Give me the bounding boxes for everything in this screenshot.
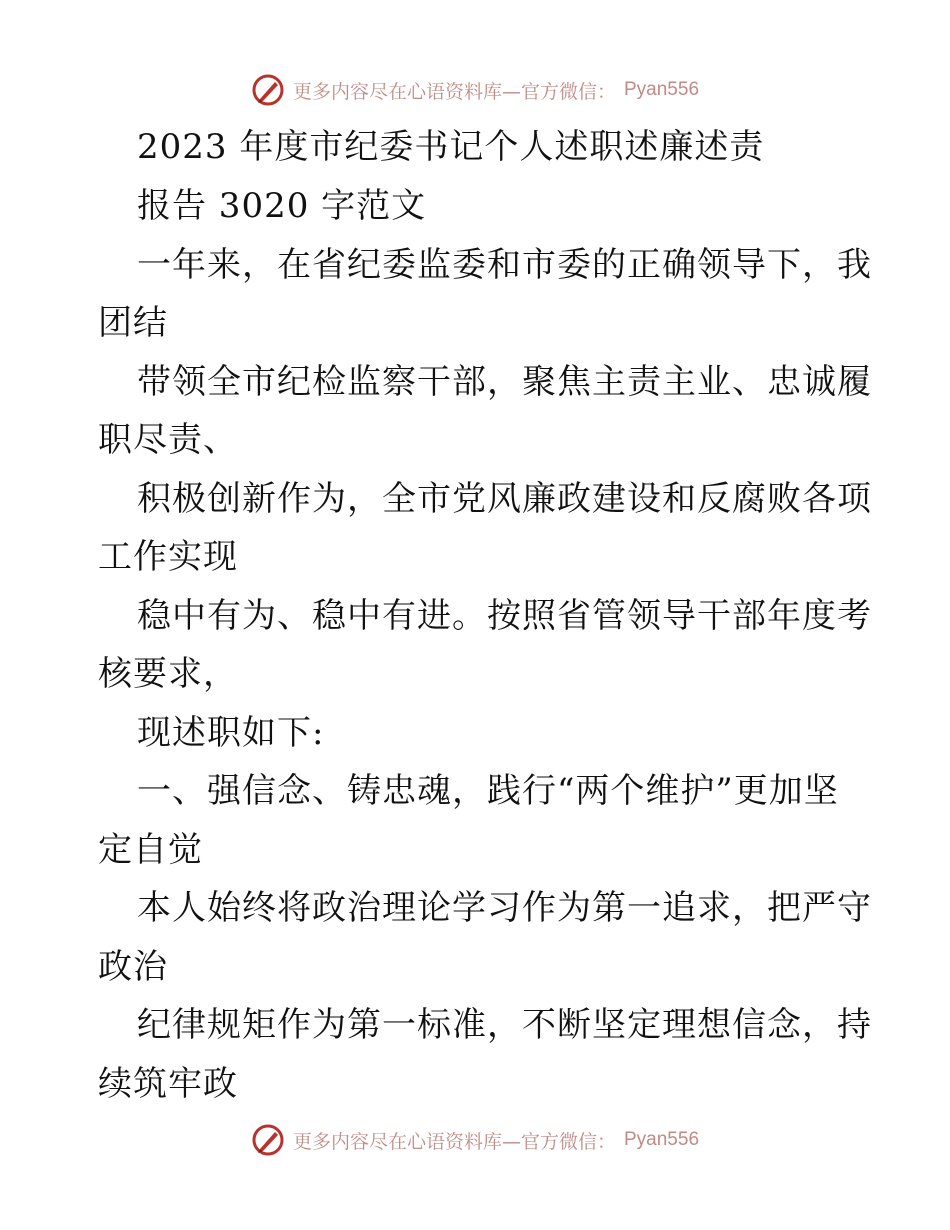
paragraph-line: 团结 (98, 303, 168, 343)
watermark-text: 更多内容尽在心语资料库—官方微信： (292, 80, 616, 103)
paragraph-line: 稳中有为、稳中有进。按照省管领导干部年度考 (137, 596, 872, 636)
paragraph-line: 职尽责、 (98, 420, 238, 460)
watermark-wechat-id: Pyan556 (624, 1129, 700, 1150)
paragraph-line: 工作实现 (98, 537, 238, 577)
paragraph-line: 本人始终将政治理论学习作为第一追求，把严守 (137, 888, 872, 928)
watermark-wechat-id: Pyan556 (624, 79, 700, 100)
document-title-line-2: 报告 3020 字范文 (137, 186, 427, 226)
paragraph-line: 现述职如下: (137, 713, 325, 753)
document-title-line-1: 2023 年度市纪委书记个人述职述廉述责 (137, 127, 765, 167)
watermark-header (0, 70, 950, 110)
paragraph-line: 一年来，在省纪委监委和市委的正确领导下，我 (137, 245, 872, 285)
paragraph-line: 政治 (98, 947, 168, 987)
watermark-text: 更多内容尽在心语资料库—官方微信： (292, 1130, 616, 1153)
paragraph-line: 纪律规矩作为第一标准，不断坚定理想信念，持 (137, 1005, 872, 1045)
pen-logo-icon (251, 1123, 285, 1157)
paragraph-line: 续筑牢政 (98, 1064, 238, 1104)
section-heading-line: 定自觉 (98, 830, 203, 870)
paragraph-line: 积极创新作为，全市党风廉政建设和反腐败各项 (137, 479, 872, 519)
pen-logo-icon (251, 73, 285, 107)
paragraph-line: 带领全市纪检监察干部，聚焦主责主业、忠诚履 (137, 362, 872, 402)
watermark-footer (0, 1120, 950, 1160)
section-heading-line: 一、强信念、铸忠魂，践行“两个维护”更加坚 (137, 771, 839, 811)
paragraph-line: 核要求， (98, 654, 238, 694)
